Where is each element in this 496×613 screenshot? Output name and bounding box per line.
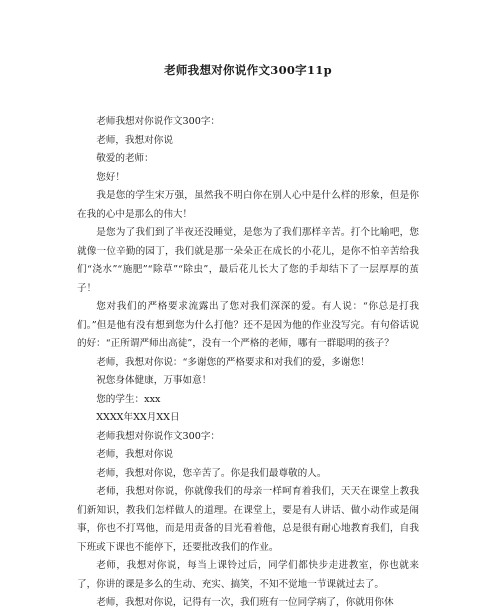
paragraph: 是您为了我们到了半夜还没睡觉，是您为了我们那样辛苦。打个比喻吧，您就像一位辛勤的园丁，我们就是那一朵朵正在成长的小花儿，是你不怕辛苦给我们“浇水”“施肥”“除草”“除虫”，最后花儿长大了您的手却结下了一层厚厚的茧子！: [77, 227, 419, 294]
paragraph: 老师，我想对你说，记得有一次，我们班有一位同学病了，你就用你休: [96, 597, 394, 608]
paragraph: 您好！: [96, 171, 125, 183]
document-title: 老师我想对你说作文300字11p: [164, 63, 332, 77]
paragraph: 老师，我想对你说，每当上课铃过后，同学们都快步走进教室，你也就来了，你讲的课是多么的生动、充实、搞笑，不知不觉地一节课就过去了。: [77, 560, 419, 590]
paragraph: 您的学生：xxx: [96, 393, 161, 405]
paragraph: 您对我们的严格要求流露出了您对我们深深的爱。有人说：“你总是打我们。”但是他有没有想到您为什么打他？还不是因为他的作业没写完。有句俗话说的好：“正所谓严师出高徒”，没有一个严格的老师，哪有一群聪明的孩子？: [77, 301, 419, 349]
paragraph: 敬爱的老师：: [96, 153, 154, 164]
document-body: [77, 113, 419, 613]
paragraph: 老师，我想对你说，您辛苦了。你是我们最尊敬的人。: [96, 467, 327, 479]
paragraph: 老师我想对你说作文300字：: [96, 430, 221, 442]
paragraph: 祝您身体健康，万事如意！: [96, 375, 212, 386]
paragraph: 我是您的学生宋万强，虽然我不明白你在别人心中是什么样的形象，但是你在我的心中是那么的伟大！: [77, 190, 419, 220]
paragraph: 老师我想对你说作文300字：: [96, 116, 221, 127]
paragraph: 老师，我想对你说: [96, 449, 173, 460]
paragraph: 老师，我想对你说，你就像我们的母亲一样呵育着我们，天天在课堂上教我们新知识，教我们怎样做人的道理。在课堂上，要是有人讲话、做小动作或是闹事，你也不打骂他，而是用责备的目光看着他，总是很有耐心地教育我们，自我下班或下课也不能停下，还要批改我们的作业。: [77, 486, 419, 553]
paragraph: 老师，我想对你说：“多谢您的严格要求和对我们的爱，多谢您！: [96, 356, 370, 368]
paragraph: XXXX年XX月XX日: [96, 412, 180, 423]
paragraph: 老师，我想对你说: [96, 134, 173, 146]
